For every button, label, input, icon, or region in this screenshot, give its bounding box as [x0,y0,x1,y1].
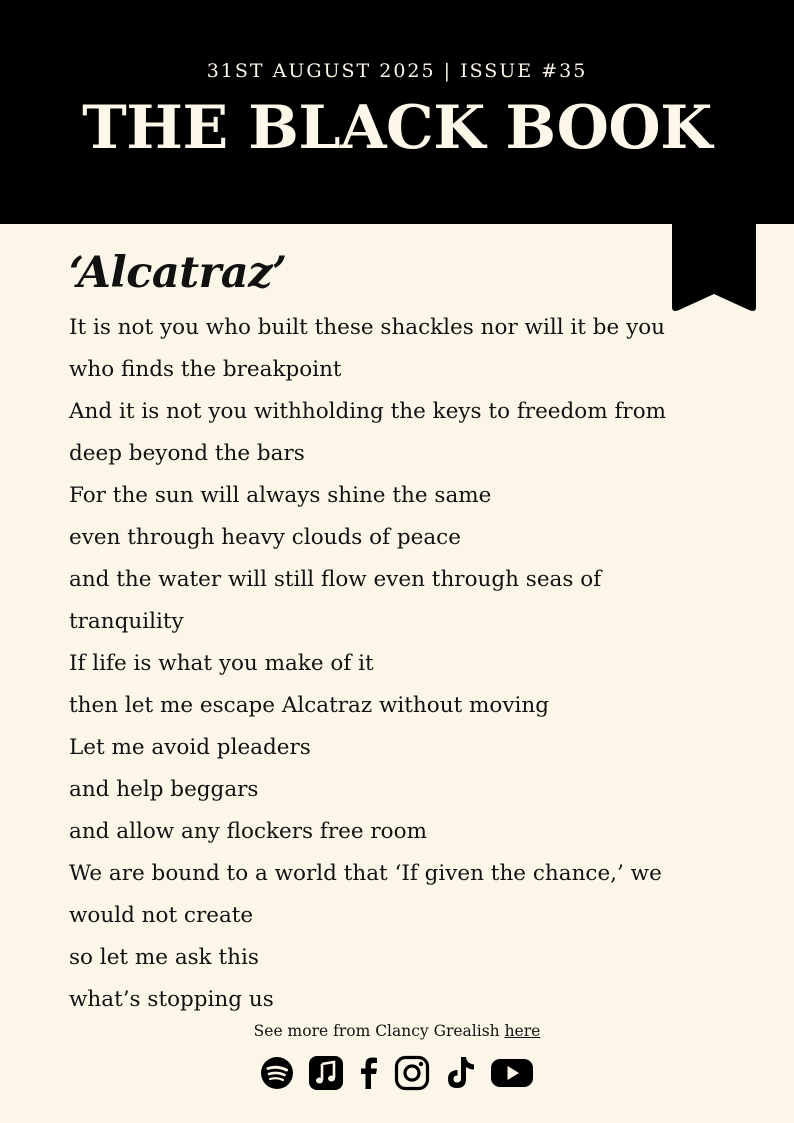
tiktok-icon[interactable] [444,1055,476,1091]
poem-line: deep beyond the bars [69,441,305,466]
poem-line: And it is not you withholding the keys to freedom from [69,399,667,424]
spotify-icon[interactable] [260,1056,294,1090]
publication-title: THE BLACK BOOK [82,93,712,163]
poem-title: ‘Alcatraz’ [69,248,287,298]
footer-credit-text: See more from Clancy Grealish [253,1022,505,1040]
youtube-icon[interactable] [490,1057,534,1089]
poem-line: If life is what you make of it [69,651,374,676]
footer-credit [0,1022,794,1040]
poem-line: would not create [69,903,254,928]
poem-line: It is not you who built these shackles nor will it be you [69,315,666,340]
poem-line: who finds the breakpoint [69,357,342,382]
poem-line: For the sun will always shine the same [69,483,492,508]
poem-line: tranquility [69,609,184,634]
issue-dateline: 31ST AUGUST 2025 | ISSUE #35 [206,60,588,82]
poem-line: what’s stopping us [69,987,274,1012]
instagram-icon[interactable] [394,1055,430,1091]
poem-line: Let me avoid pleaders [69,735,311,760]
bookmark-ribbon-icon [672,224,756,314]
poem-line: and the water will still flow even through seas of [69,567,602,592]
poem-line: even through heavy clouds of peace [69,525,461,550]
poem-line: and help beggars [69,777,259,802]
poem-line: We are bound to a world that ‘If given the chance,’ we [69,861,662,886]
apple-music-icon[interactable] [308,1055,344,1091]
masthead [0,0,794,224]
more-link[interactable]: here [504,1022,541,1040]
poem-body [69,307,709,1021]
social-links [0,1055,794,1091]
facebook-icon[interactable] [358,1056,380,1090]
poem-line: then let me escape Alcatraz without moving [69,693,550,718]
poem-line: so let me ask this [69,945,259,970]
poem-line: and allow any flockers free room [69,819,427,844]
